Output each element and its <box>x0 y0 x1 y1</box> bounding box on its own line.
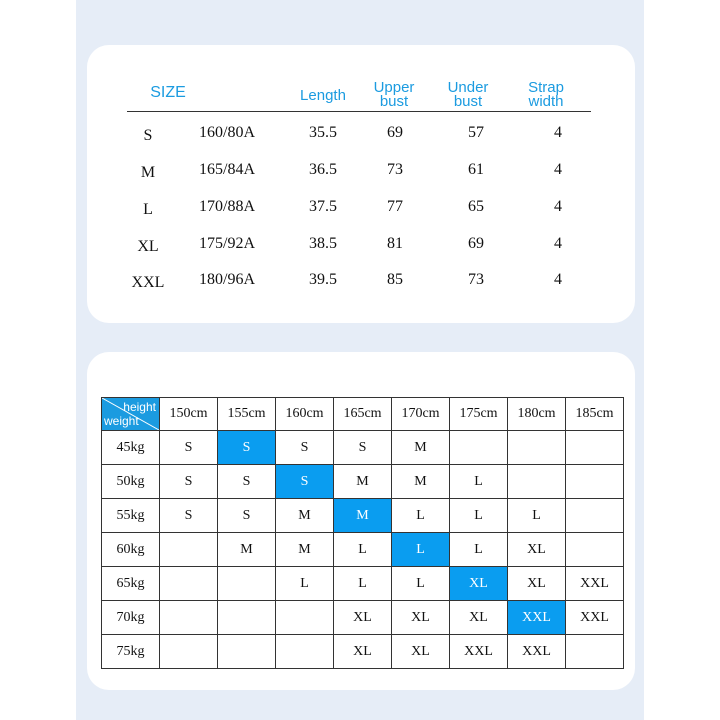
header-upper-bust: Upper bust <box>373 79 415 110</box>
grid-row <box>102 601 624 635</box>
size-recommendation-cell: L <box>508 499 566 533</box>
weight-header: 70kg <box>102 601 160 635</box>
size-cell-size: S <box>143 127 153 144</box>
size-recommendation-cell <box>276 635 334 669</box>
size-recommendation-cell: XXL <box>508 601 566 635</box>
size-cell-upper: 73 <box>387 161 403 178</box>
size-cell-under: 73 <box>468 271 484 288</box>
size-recommendation-cell: L <box>392 499 450 533</box>
size-recommendation-cell: XXL <box>450 635 508 669</box>
size-recommendation-cell <box>218 601 276 635</box>
size-recommendation-cell <box>218 567 276 601</box>
grid-corner-cell <box>102 398 160 431</box>
size-recommendation-cell: XL <box>450 601 508 635</box>
size-recommendation-cell: XL <box>334 601 392 635</box>
size-cell-length: 39.5 <box>309 271 337 288</box>
weight-header: 55kg <box>102 499 160 533</box>
size-cell-strap: 4 <box>554 198 562 215</box>
size-recommendation-cell: S <box>160 465 218 499</box>
height-header: 160cm <box>276 398 334 431</box>
size-cell-length: 35.5 <box>309 124 337 141</box>
size-recommendation-cell: M <box>334 465 392 499</box>
size-recommendation-cell: S <box>276 431 334 465</box>
header-under-bust: Under bust <box>447 79 489 110</box>
corner-weight-label: weight <box>104 414 139 428</box>
size-cell-upper: 81 <box>387 235 403 252</box>
size-recommendation-cell <box>160 533 218 567</box>
grid-row <box>102 431 624 465</box>
header-divider <box>127 111 591 112</box>
size-recommendation-cell: M <box>392 465 450 499</box>
size-cell-strap: 4 <box>554 235 562 252</box>
size-recommendation-cell: S <box>160 499 218 533</box>
size-recommendation-cell: L <box>334 567 392 601</box>
header-strap-width: Strap width <box>528 79 564 110</box>
size-recommendation-cell: S <box>276 465 334 499</box>
weight-header: 75kg <box>102 635 160 669</box>
size-recommendation-cell: L <box>450 533 508 567</box>
size-cell-upper: 69 <box>387 124 403 141</box>
size-recommendation-cell: XL <box>392 601 450 635</box>
size-recommendation-cell <box>276 601 334 635</box>
size-cell-length: 36.5 <box>309 161 337 178</box>
size-recommendation-cell <box>566 431 624 465</box>
size-recommendation-cell: XL <box>450 567 508 601</box>
size-cell-size: XL <box>137 238 159 255</box>
size-recommendation-cell <box>508 431 566 465</box>
size-recommendation-cell: M <box>276 533 334 567</box>
grid-row <box>102 635 624 669</box>
size-recommendation-cell: XL <box>508 567 566 601</box>
size-cell-code: 165/84A <box>199 161 255 178</box>
size-recommendation-cell: S <box>218 499 276 533</box>
height-header: 185cm <box>566 398 624 431</box>
size-cell-code: 170/88A <box>199 198 255 215</box>
size-recommendation-cell: L <box>450 499 508 533</box>
size-recommendation-cell: L <box>450 465 508 499</box>
size-cell-upper: 77 <box>387 198 403 215</box>
size-recommendation-cell: XL <box>392 635 450 669</box>
size-cell-strap: 4 <box>554 124 562 141</box>
size-recommendation-cell <box>566 635 624 669</box>
size-recommendation-cell <box>160 601 218 635</box>
size-cell-size: L <box>143 201 153 218</box>
weight-header: 50kg <box>102 465 160 499</box>
size-recommendation-cell: L <box>392 567 450 601</box>
height-header: 150cm <box>160 398 218 431</box>
size-recommendation-cell <box>566 465 624 499</box>
grid-body <box>102 431 624 669</box>
size-cell-upper: 85 <box>387 271 403 288</box>
grid-row <box>102 499 624 533</box>
size-cell-length: 37.5 <box>309 198 337 215</box>
size-cell-under: 65 <box>468 198 484 215</box>
size-cell-length: 38.5 <box>309 235 337 252</box>
size-recommendation-cell: S <box>218 465 276 499</box>
weight-header: 45kg <box>102 431 160 465</box>
size-recommendation-cell: S <box>160 431 218 465</box>
size-recommendation-cell <box>450 431 508 465</box>
size-recommendation-cell <box>160 635 218 669</box>
height-header: 155cm <box>218 398 276 431</box>
size-recommendation-cell: XL <box>508 533 566 567</box>
size-recommendation-cell: S <box>218 431 276 465</box>
grid-header-row <box>102 398 624 431</box>
size-recommendation-cell <box>218 635 276 669</box>
size-recommendation-cell: L <box>392 533 450 567</box>
size-recommendation-cell: M <box>218 533 276 567</box>
height-header: 170cm <box>392 398 450 431</box>
size-cell-strap: 4 <box>554 271 562 288</box>
size-recommendation-cell: XL <box>334 635 392 669</box>
header-length: Length <box>300 87 346 104</box>
size-recommendation-cell <box>566 499 624 533</box>
size-cell-size: M <box>140 164 156 181</box>
height-weight-grid <box>101 397 624 669</box>
size-recommendation-cell: M <box>276 499 334 533</box>
height-header: 175cm <box>450 398 508 431</box>
weight-header: 60kg <box>102 533 160 567</box>
grid-row <box>102 465 624 499</box>
size-recommendation-cell: L <box>276 567 334 601</box>
size-recommendation-cell: S <box>334 431 392 465</box>
grid-row <box>102 567 624 601</box>
size-recommendation-cell: XXL <box>566 601 624 635</box>
size-cell-under: 61 <box>468 161 484 178</box>
height-header: 180cm <box>508 398 566 431</box>
size-recommendation-cell: XXL <box>566 567 624 601</box>
weight-header: 65kg <box>102 567 160 601</box>
corner-height-label: height <box>123 400 156 414</box>
size-cell-under: 57 <box>468 124 484 141</box>
size-recommendation-cell: M <box>392 431 450 465</box>
size-cell-under: 69 <box>468 235 484 252</box>
size-recommendation-cell: L <box>334 533 392 567</box>
size-recommendation-cell: XXL <box>508 635 566 669</box>
size-recommendation-cell <box>160 567 218 601</box>
size-cell-size: XXL <box>131 274 165 291</box>
height-header: 165cm <box>334 398 392 431</box>
size-recommendation-cell: M <box>334 499 392 533</box>
grid-row <box>102 533 624 567</box>
size-cell-code: 160/80A <box>199 124 255 141</box>
header-size: SIZE <box>150 84 186 101</box>
size-cell-code: 175/92A <box>199 235 255 252</box>
size-recommendation-cell <box>566 533 624 567</box>
size-cell-strap: 4 <box>554 161 562 178</box>
size-cell-code: 180/96A <box>199 271 255 288</box>
size-recommendation-cell <box>508 465 566 499</box>
